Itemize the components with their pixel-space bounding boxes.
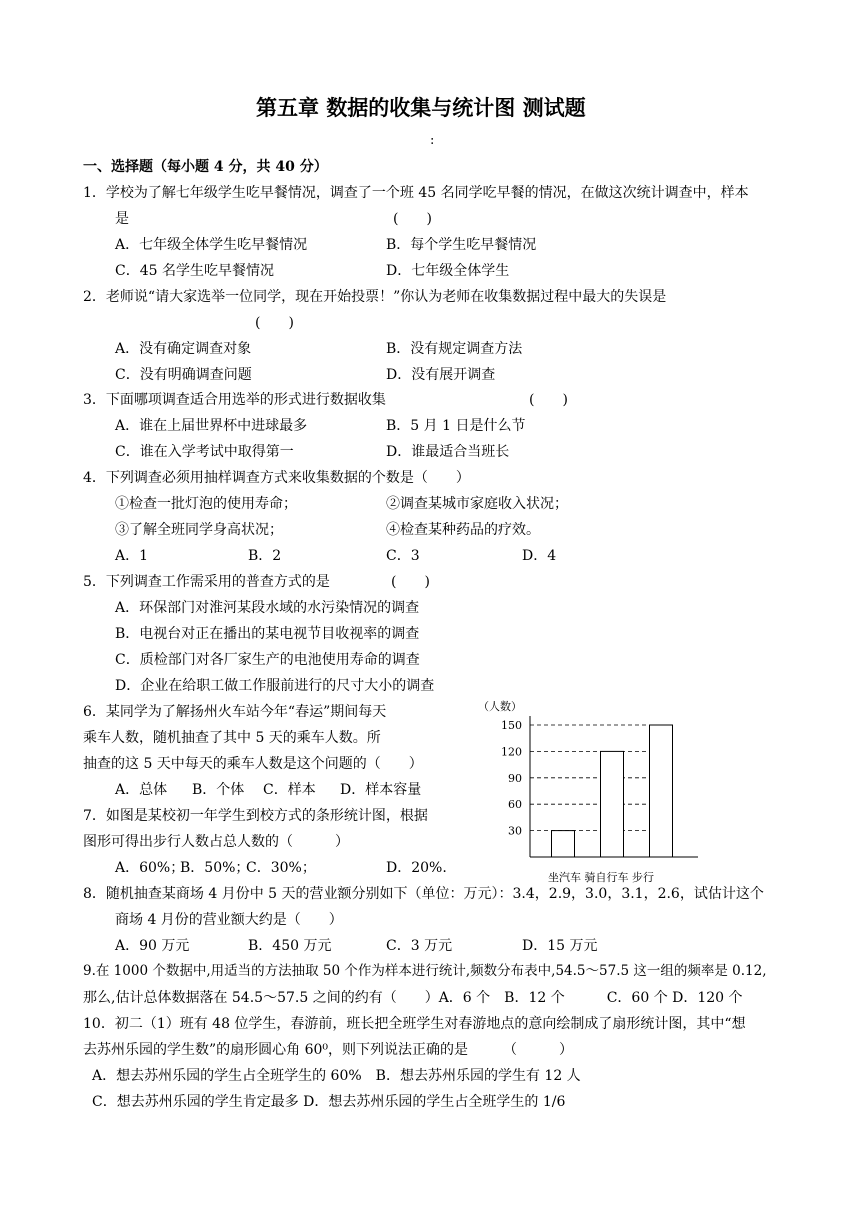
question-3-stem: 3．下面哪项调查适合用选举的形式进行数据收集 bbox=[83, 392, 386, 408]
question-2-option-b: B．没有规定调查方法 bbox=[386, 341, 523, 357]
question-5-option-b: B．电视台对正在播出的某电视节目收视率的调查 bbox=[115, 626, 420, 642]
question-8-option-a: A．90 万元 bbox=[115, 938, 190, 954]
question-7-option-d: D．20%. bbox=[386, 860, 447, 876]
question-5-answer-paren: ( ) bbox=[391, 574, 430, 590]
question-6-option-a: A．总体 bbox=[115, 782, 168, 798]
question-5-option-d: D．企业在给职工做工作服前进行的尺寸大小的调查 bbox=[115, 678, 435, 694]
question-4-stem: 4．下列调查必须用抽样调查方式来收集数据的个数是（ ） bbox=[83, 470, 470, 486]
y-tick-label-120: 120 bbox=[501, 745, 522, 759]
question-1-option-c: C．45 名学生吃早餐情况 bbox=[115, 263, 274, 279]
question-4-item-1: ①检查一批灯泡的使用寿命； bbox=[115, 496, 297, 512]
question-6-option-b: B．个体 bbox=[192, 782, 245, 798]
question-6-option-c: C．样本 bbox=[263, 782, 316, 798]
x-category-labels: 坐汽车 骑自行车 步行 bbox=[548, 871, 654, 884]
question-6-option-d: D．样本容量 bbox=[340, 782, 422, 798]
question-10-options-cd: C．想去苏州乐园的学生肯定最多 D．想去苏州乐园的学生占全班学生的 1/6 bbox=[92, 1094, 566, 1110]
bar-chart bbox=[470, 690, 710, 890]
question-7-stem-line-1: 7．如图是某校初一年学生到校方式的条形统计图，根据 bbox=[83, 808, 428, 824]
y-tick-label-150: 150 bbox=[501, 719, 522, 732]
question-1-option-a: A．七年级全体学生吃早餐情况 bbox=[115, 237, 308, 253]
question-7-option-c: C．30%； bbox=[246, 860, 316, 876]
question-1-option-b: B．每个学生吃早餐情况 bbox=[386, 237, 537, 253]
bar-2 bbox=[601, 751, 624, 857]
y-tick-label-90: 90 bbox=[508, 771, 522, 785]
question-7-option-b: B．50%； bbox=[180, 860, 250, 876]
question-6-stem-line-2: 乘车人数，随机抽查了其中 5 天的乘车人数。所 bbox=[83, 730, 381, 746]
question-2-option-d: D．没有展开调查 bbox=[386, 367, 496, 383]
section-heading: 一、选择题（每小题 4 分，共 40 分） bbox=[83, 159, 328, 175]
question-8-stem-line-2: 商场 4 月份的营业额大约是（ ） bbox=[115, 912, 343, 928]
question-3-option-c: C．谁在入学考试中取得第一 bbox=[115, 444, 294, 460]
question-2-option-a: A．没有确定调查对象 bbox=[115, 341, 252, 357]
question-9-stem-line-1: 9.在 1000 个数据中,用适当的方法抽取 50 个作为样本进行统计,频数分布表中,54.5～57.5 这一组的频率是 0.12, bbox=[83, 963, 767, 979]
question-6-stem-line-3: 抽查的这 5 天中每天的乘车人数是这个问题的（ ） bbox=[83, 756, 423, 772]
question-8-stem-line-1: 8．随机抽查某商场 4 月份中 5 天的营业额分别如下（单位：万元）：3.4，2.9，3.0，3.1，2.6，试估计这个 bbox=[83, 886, 764, 902]
y-axis-label: （人数） bbox=[478, 700, 522, 713]
question-8-option-b: B．450 万元 bbox=[248, 938, 332, 954]
question-10-options-ab: A．想去苏州乐园的学生占全班学生的 60% B．想去苏州乐园的学生有 12 人 bbox=[92, 1068, 581, 1084]
y-tick-label-60: 60 bbox=[508, 798, 522, 812]
question-2-answer-paren: ( ) bbox=[255, 315, 294, 331]
question-4-item-3: ③了解全班同学身高状况； bbox=[115, 522, 283, 538]
bar-3 bbox=[650, 725, 673, 857]
page-title: 第五章 数据的收集与统计图 测试题 bbox=[256, 96, 586, 120]
question-3-option-a: A．谁在上届世界杯中进球最多 bbox=[115, 418, 308, 434]
question-8-option-d: D．15 万元 bbox=[522, 938, 598, 954]
question-8-option-c: C．3 万元 bbox=[386, 938, 453, 954]
question-4-option-d: D．4 bbox=[522, 548, 557, 564]
question-1-stem-line-1: 1．学校为了解七年级学生吃早餐情况，调查了一个班 45 名同学吃早餐的情况，在做这次统计调查中，样本 bbox=[83, 185, 749, 201]
question-6-stem-line-1: 6．某同学为了解扬州火车站今年“春运”期间每天 bbox=[83, 704, 387, 720]
question-10-stem-line-2: 去苏州乐园的学生数”的扇形圆心角 60⁰，则下列说法正确的是 （ ） bbox=[83, 1042, 574, 1058]
chart-bars bbox=[552, 725, 673, 857]
y-tick-label-30: 30 bbox=[508, 824, 522, 838]
question-9-stem-line-2: 那么,估计总体数据落在 54.5～57.5 之间的约有（ ）A．6 个 B．12 个 C．60 个 D．120 个 bbox=[83, 990, 743, 1006]
question-3-option-b: B．5 月 1 日是什么节 bbox=[386, 418, 526, 434]
question-3-option-d: D．谁最适合当班长 bbox=[386, 444, 510, 460]
question-4-option-a: A．1 bbox=[115, 548, 149, 564]
question-10-stem-line-1: 10．初二（1）班有 48 位学生，春游前，班长把全班学生对春游地点的意向绘制成了扇形统计图，其中“想 bbox=[83, 1016, 746, 1032]
question-5-option-c: C．质检部门对各厂家生产的电池使用寿命的调查 bbox=[115, 652, 420, 668]
question-5-option-a: A．环保部门对淮河某段水域的水污染情况的调查 bbox=[115, 600, 420, 616]
question-5-stem: 5．下列调查工作需采用的普查方式的是 bbox=[83, 574, 330, 590]
question-1-answer-paren: ( ) bbox=[393, 211, 432, 227]
question-4-option-c: C．3 bbox=[386, 548, 420, 564]
question-4-item-4: ④检查某种药品的疗效。 bbox=[386, 522, 540, 538]
question-4-item-2: ②调查某城市家庭收入状况； bbox=[386, 496, 568, 512]
question-7-stem-line-2: 图形可得出步行人数占总人数的（ ） bbox=[83, 834, 349, 850]
question-2-option-c: C．没有明确调查问题 bbox=[115, 367, 252, 383]
question-1-option-d: D．七年级全体学生 bbox=[386, 263, 510, 279]
question-2-stem: 2．老师说“请大家选举一位同学，现在开始投票！”你认为老师在收集数据过程中最大的失误是 bbox=[83, 289, 667, 305]
subtitle-mark: : bbox=[430, 133, 435, 148]
question-7-option-a: A．60%； bbox=[115, 860, 185, 876]
bar-1 bbox=[552, 831, 575, 857]
question-3-answer-paren: ( ) bbox=[529, 392, 568, 408]
question-4-option-b: B．2 bbox=[248, 548, 282, 564]
question-1-stem-line-2: 是 bbox=[115, 211, 129, 227]
